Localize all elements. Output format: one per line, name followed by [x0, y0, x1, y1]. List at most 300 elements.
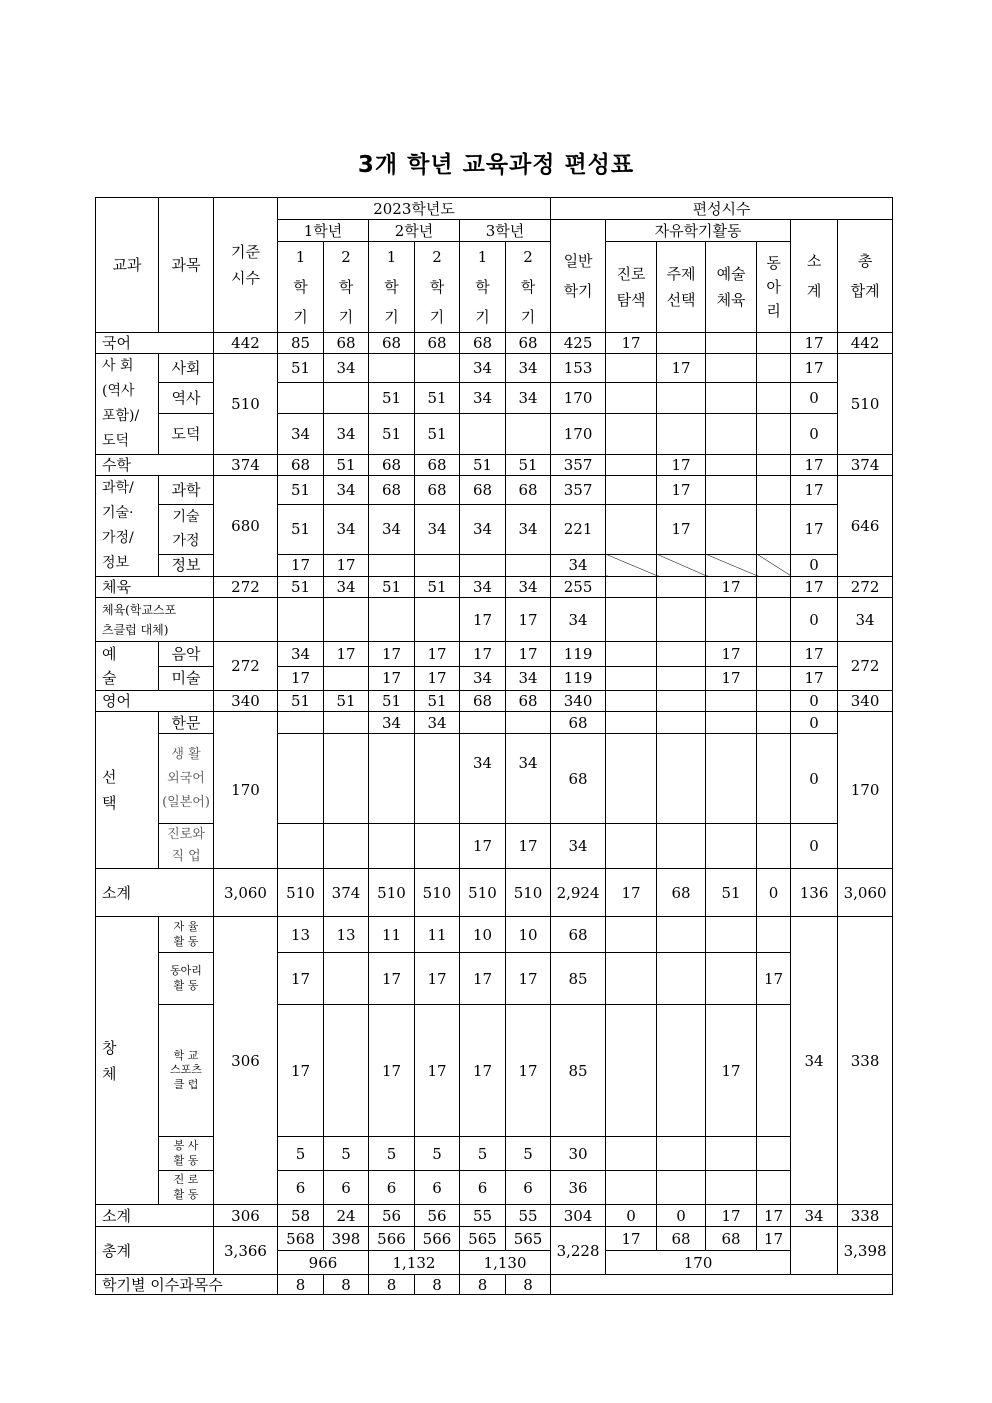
header-grade2: 2학년: [369, 220, 460, 242]
table-row: [96, 354, 893, 383]
cell: [606, 712, 657, 734]
cell: 56: [369, 1205, 415, 1227]
cell: [324, 1005, 369, 1137]
cell: 34: [506, 504, 551, 554]
cell: [324, 953, 369, 1005]
cell: [706, 413, 757, 454]
diagonal-cell: [706, 554, 757, 576]
cell: 51: [278, 577, 324, 598]
cell: [757, 917, 791, 953]
cell: 17: [369, 642, 415, 667]
cell: 34: [460, 504, 506, 554]
cell: [757, 1137, 791, 1171]
cell: [757, 354, 791, 383]
subtotal-cell: 17: [791, 455, 838, 476]
base-hours: [214, 598, 278, 642]
cell: 34: [324, 476, 369, 505]
subject-label: 기술 가정: [159, 504, 214, 554]
subtotal-cell: 17: [791, 666, 838, 691]
subject-label: 도덕: [159, 413, 214, 454]
cell: 566: [415, 1227, 460, 1251]
cell: [706, 824, 757, 869]
table-row: [96, 577, 893, 598]
cell: [706, 1171, 757, 1205]
cell: [706, 333, 757, 354]
cell: 51: [460, 455, 506, 476]
cell: 34: [369, 712, 415, 734]
cell: [606, 504, 657, 554]
subject-group-label: 창 체: [96, 917, 159, 1205]
total-cell: 338: [838, 1205, 893, 1227]
cell: 34: [278, 642, 324, 667]
header-allocation: 편성시수: [551, 198, 893, 220]
subtotal-cell: [791, 1227, 838, 1275]
general-cell: 68: [551, 917, 606, 953]
cell: [506, 413, 551, 454]
cell: 17: [606, 1227, 657, 1251]
subject-label: 미술: [159, 666, 214, 691]
cell: [757, 691, 791, 712]
subject-label: 생 활 외국어 (일본어): [159, 734, 214, 824]
general-cell: 30: [551, 1137, 606, 1171]
cell: 565: [506, 1227, 551, 1251]
empty-cell: [551, 1275, 893, 1295]
cell: 34: [324, 504, 369, 554]
cell: [757, 577, 791, 598]
cell: [757, 504, 791, 554]
cell: 510: [415, 869, 460, 917]
cell: [606, 1137, 657, 1171]
cell: 568: [278, 1227, 324, 1251]
cell: 68: [460, 476, 506, 505]
year-total-cell: 1,130: [460, 1251, 551, 1275]
cell: 17: [657, 354, 706, 383]
diagonal-cell: [757, 554, 791, 576]
header-grand-total: 총 합계: [838, 220, 893, 333]
table-row: [96, 333, 893, 354]
subtotal-cell: 136: [791, 869, 838, 917]
subtotal-label: 소계: [96, 1205, 214, 1227]
general-cell: 255: [551, 577, 606, 598]
cell: 17: [606, 333, 657, 354]
subtotal-cell: 17: [791, 333, 838, 354]
cell: 68: [415, 333, 460, 354]
cell: 510: [278, 869, 324, 917]
total-cell: 340: [838, 691, 893, 712]
cell: 34: [506, 666, 551, 691]
cell: [324, 712, 369, 734]
cell: 17: [706, 577, 757, 598]
cell: [657, 712, 706, 734]
table-row: [96, 642, 893, 667]
cell: 17: [506, 1005, 551, 1137]
cell: 68: [506, 333, 551, 354]
header-arts: 예술 체육: [706, 242, 757, 333]
total-label: 총계: [96, 1227, 214, 1275]
cell: 17: [278, 953, 324, 1005]
cell: [606, 382, 657, 413]
cell: [460, 413, 506, 454]
cell: [606, 666, 657, 691]
general-cell: 34: [551, 554, 606, 576]
header-year: 2023학년도: [278, 198, 551, 220]
general-cell: 119: [551, 666, 606, 691]
page-title: 3개 학년 교육과정 편성표: [357, 152, 635, 178]
cell: 17: [757, 1227, 791, 1251]
subtotal-cell: 0: [791, 598, 838, 642]
cell: 17: [657, 504, 706, 554]
cell: 8: [506, 1275, 551, 1295]
general-cell: 85: [551, 1005, 606, 1137]
general-cell: 304: [551, 1205, 606, 1227]
base-hours: 306: [214, 1205, 278, 1227]
cell: [606, 1005, 657, 1137]
subject-label: 영어: [96, 691, 214, 712]
cell: 51: [278, 691, 324, 712]
cell: [606, 824, 657, 869]
cell: [278, 734, 324, 824]
cell: 13: [278, 917, 324, 953]
cell: 510: [460, 869, 506, 917]
cell: 8: [324, 1275, 369, 1295]
cell: [757, 824, 791, 869]
cell: 34: [415, 504, 460, 554]
cell: [324, 824, 369, 869]
cell: 17: [278, 554, 324, 576]
cell: 51: [278, 354, 324, 383]
cell: [606, 1171, 657, 1205]
cell: 17: [706, 642, 757, 667]
cell: 17: [460, 598, 506, 642]
cell: 17: [460, 1005, 506, 1137]
year-total-cell: 966: [278, 1251, 369, 1275]
cell: [657, 413, 706, 454]
base-hours: 340: [214, 691, 278, 712]
cell: [606, 476, 657, 505]
cell: [706, 953, 757, 1005]
cell: [706, 354, 757, 383]
subtotal-cell: 34: [791, 1205, 838, 1227]
cell: 6: [278, 1171, 324, 1205]
cell: 34: [506, 734, 551, 824]
cell: 17: [415, 642, 460, 667]
cell: [415, 824, 460, 869]
cell: [657, 1005, 706, 1137]
cell: [657, 642, 706, 667]
subject-label: 사회: [159, 354, 214, 383]
cell: 6: [369, 1171, 415, 1205]
base-hours: 442: [214, 333, 278, 354]
cell: 17: [369, 953, 415, 1005]
header-sem: 2 학 기: [506, 242, 551, 333]
cell: 51: [369, 577, 415, 598]
general-cell: 3,228: [551, 1227, 606, 1275]
cell: 5: [369, 1137, 415, 1171]
cell: 17: [369, 666, 415, 691]
total-cell: 272: [838, 577, 893, 598]
subtotal-label: 소계: [96, 869, 214, 917]
header-theme: 주제 선택: [657, 242, 706, 333]
subject-group-label: 과학/ 기술· 가정/ 정보: [96, 476, 159, 577]
cell: [506, 554, 551, 576]
cell: 68: [324, 333, 369, 354]
table-row: [96, 691, 893, 712]
cell: 51: [324, 455, 369, 476]
cell: 34: [415, 712, 460, 734]
cell: 5: [460, 1137, 506, 1171]
subtotal-cell: 17: [791, 642, 838, 667]
table-row: [96, 1227, 893, 1251]
diagonal-cell: [657, 554, 706, 576]
header-grade3: 3학년: [460, 220, 551, 242]
cell: 51: [278, 504, 324, 554]
general-cell: 221: [551, 504, 606, 554]
cell: 17: [278, 1005, 324, 1137]
cell: 17: [706, 666, 757, 691]
cell: 10: [506, 917, 551, 953]
cell: 68: [460, 691, 506, 712]
subject-label: 진로와 직 업: [159, 824, 214, 869]
subject-label: 수학: [96, 455, 214, 476]
cell: [606, 455, 657, 476]
cell: [606, 413, 657, 454]
cell: [757, 382, 791, 413]
general-cell: 170: [551, 413, 606, 454]
subtotal-cell: 17: [791, 577, 838, 598]
cell: [324, 734, 369, 824]
subject-label: 과학: [159, 476, 214, 505]
total-cell: 3,398: [838, 1227, 893, 1275]
year-total-cell: 1,132: [369, 1251, 460, 1275]
curriculum-table: [95, 197, 893, 1295]
subject-label: 자 율 활 동: [159, 917, 214, 953]
subtotal-cell: 17: [791, 354, 838, 383]
cell: 34: [506, 382, 551, 413]
cell: [460, 712, 506, 734]
cell: 51: [415, 382, 460, 413]
cell: 17: [460, 642, 506, 667]
cell: [460, 554, 506, 576]
cell: [369, 354, 415, 383]
cell: 8: [278, 1275, 324, 1295]
cell: [706, 455, 757, 476]
cell: 17: [278, 666, 324, 691]
cell: [706, 917, 757, 953]
base-hours: 510: [214, 354, 278, 455]
total-cell: 34: [838, 598, 893, 642]
cell: [657, 333, 706, 354]
cell: [606, 953, 657, 1005]
cell: 0: [657, 1205, 706, 1227]
cell: 68: [506, 476, 551, 505]
cell: [606, 734, 657, 824]
cell: 55: [460, 1205, 506, 1227]
base-hours: 3,060: [214, 869, 278, 917]
cell: 17: [757, 953, 791, 1005]
cell: 17: [506, 824, 551, 869]
cell: 17: [706, 1205, 757, 1227]
cell: 51: [415, 577, 460, 598]
subtotal-cell: 0: [791, 382, 838, 413]
table-row: [96, 1205, 893, 1227]
cell: 17: [757, 1205, 791, 1227]
cell: 68: [460, 333, 506, 354]
cell: 51: [369, 691, 415, 712]
table-row: [96, 917, 893, 953]
cell: 51: [506, 455, 551, 476]
cell: [278, 382, 324, 413]
cell: 5: [278, 1137, 324, 1171]
cell: 51: [278, 476, 324, 505]
cell: 8: [415, 1275, 460, 1295]
base-hours: 374: [214, 455, 278, 476]
free-activity-total-cell: 170: [606, 1251, 791, 1275]
cell: 510: [506, 869, 551, 917]
cell: [757, 598, 791, 642]
total-cell: 646: [838, 476, 893, 577]
subject-label: 국어: [96, 333, 214, 354]
cell: 17: [657, 476, 706, 505]
total-cell: 338: [838, 917, 893, 1205]
cell: [278, 712, 324, 734]
cell: [757, 712, 791, 734]
general-cell: 340: [551, 691, 606, 712]
subject-label: 역사: [159, 382, 214, 413]
cell: [657, 666, 706, 691]
table-row: [96, 869, 893, 917]
diagonal-cell: [606, 554, 657, 576]
cell: [415, 354, 460, 383]
cell: 34: [278, 413, 324, 454]
general-cell: 34: [551, 824, 606, 869]
general-cell: 36: [551, 1171, 606, 1205]
cell: [706, 691, 757, 712]
cell: 34: [324, 577, 369, 598]
cell: 398: [324, 1227, 369, 1251]
cell: [657, 691, 706, 712]
cell: 34: [324, 354, 369, 383]
cell: 68: [369, 476, 415, 505]
cell: 17: [324, 642, 369, 667]
general-cell: 119: [551, 642, 606, 667]
cell: 5: [324, 1137, 369, 1171]
total-cell: 170: [838, 712, 893, 869]
base-hours: 306: [214, 917, 278, 1205]
header-sem: 1 학 기: [278, 242, 324, 333]
cell: [324, 598, 369, 642]
total-cell: 374: [838, 455, 893, 476]
cell: [606, 917, 657, 953]
cell: [706, 712, 757, 734]
cell: [757, 666, 791, 691]
cell: 34: [324, 413, 369, 454]
cell: [657, 1171, 706, 1205]
cell: 68: [369, 455, 415, 476]
cell: 0: [606, 1205, 657, 1227]
cell: 34: [506, 577, 551, 598]
general-cell: 68: [551, 734, 606, 824]
cell: 565: [460, 1227, 506, 1251]
cell: 6: [460, 1171, 506, 1205]
subtotal-cell: 17: [791, 504, 838, 554]
cell: [757, 734, 791, 824]
cell: 0: [757, 869, 791, 917]
cell: 17: [657, 455, 706, 476]
subject-label: 정보: [159, 554, 214, 576]
header-base-hours: 기준 시수: [214, 198, 278, 333]
cell: [657, 917, 706, 953]
cell: [657, 577, 706, 598]
cell: [706, 504, 757, 554]
cell: 34: [506, 354, 551, 383]
cell: [278, 598, 324, 642]
cell: [324, 382, 369, 413]
cell: 34: [460, 382, 506, 413]
cell: 510: [369, 869, 415, 917]
base-hours: 170: [214, 712, 278, 869]
base-hours: 272: [214, 577, 278, 598]
cell: 10: [460, 917, 506, 953]
base-hours: 3,366: [214, 1227, 278, 1275]
subject-group-label: 사 회 (역사 포함)/ 도덕: [96, 354, 159, 455]
header-club: 동 아 리: [757, 242, 791, 333]
cell: [757, 333, 791, 354]
cell: 34: [369, 504, 415, 554]
cell: 11: [369, 917, 415, 953]
total-cell: 3,060: [838, 869, 893, 917]
cell: 17: [415, 666, 460, 691]
cell: 8: [369, 1275, 415, 1295]
cell: 34: [460, 666, 506, 691]
header-subject: 과목: [159, 198, 214, 333]
header-grade1: 1학년: [278, 220, 369, 242]
cell: 68: [415, 455, 460, 476]
cell: [369, 824, 415, 869]
cell: 51: [706, 869, 757, 917]
header-sem: 1 학 기: [460, 242, 506, 333]
cell: 6: [324, 1171, 369, 1205]
subject-group-label: 예 술: [96, 642, 159, 691]
subject-group-label: 선 택: [96, 712, 159, 869]
subject-label: 진 로 활 동: [159, 1171, 214, 1205]
header-subject-group: 교과: [96, 198, 159, 333]
subtotal-cell: 0: [791, 712, 838, 734]
subject-label: 음악: [159, 642, 214, 667]
cell: 17: [369, 1005, 415, 1137]
cell: 58: [278, 1205, 324, 1227]
general-cell: 85: [551, 953, 606, 1005]
cell: [415, 554, 460, 576]
cell: 5: [506, 1137, 551, 1171]
general-cell: 170: [551, 382, 606, 413]
cell: 17: [460, 953, 506, 1005]
cell: 34: [460, 577, 506, 598]
cell: 68: [278, 455, 324, 476]
cell: 34: [460, 734, 506, 824]
general-cell: 425: [551, 333, 606, 354]
cell: [757, 455, 791, 476]
cell: [757, 1171, 791, 1205]
header-sem: 2 학 기: [415, 242, 460, 333]
cell: [706, 734, 757, 824]
cell: [757, 476, 791, 505]
cell: [606, 598, 657, 642]
header-general: 일반 학기: [551, 220, 606, 333]
table-row: [96, 1275, 893, 1295]
cell: 68: [506, 691, 551, 712]
cell: [757, 413, 791, 454]
general-cell: 153: [551, 354, 606, 383]
